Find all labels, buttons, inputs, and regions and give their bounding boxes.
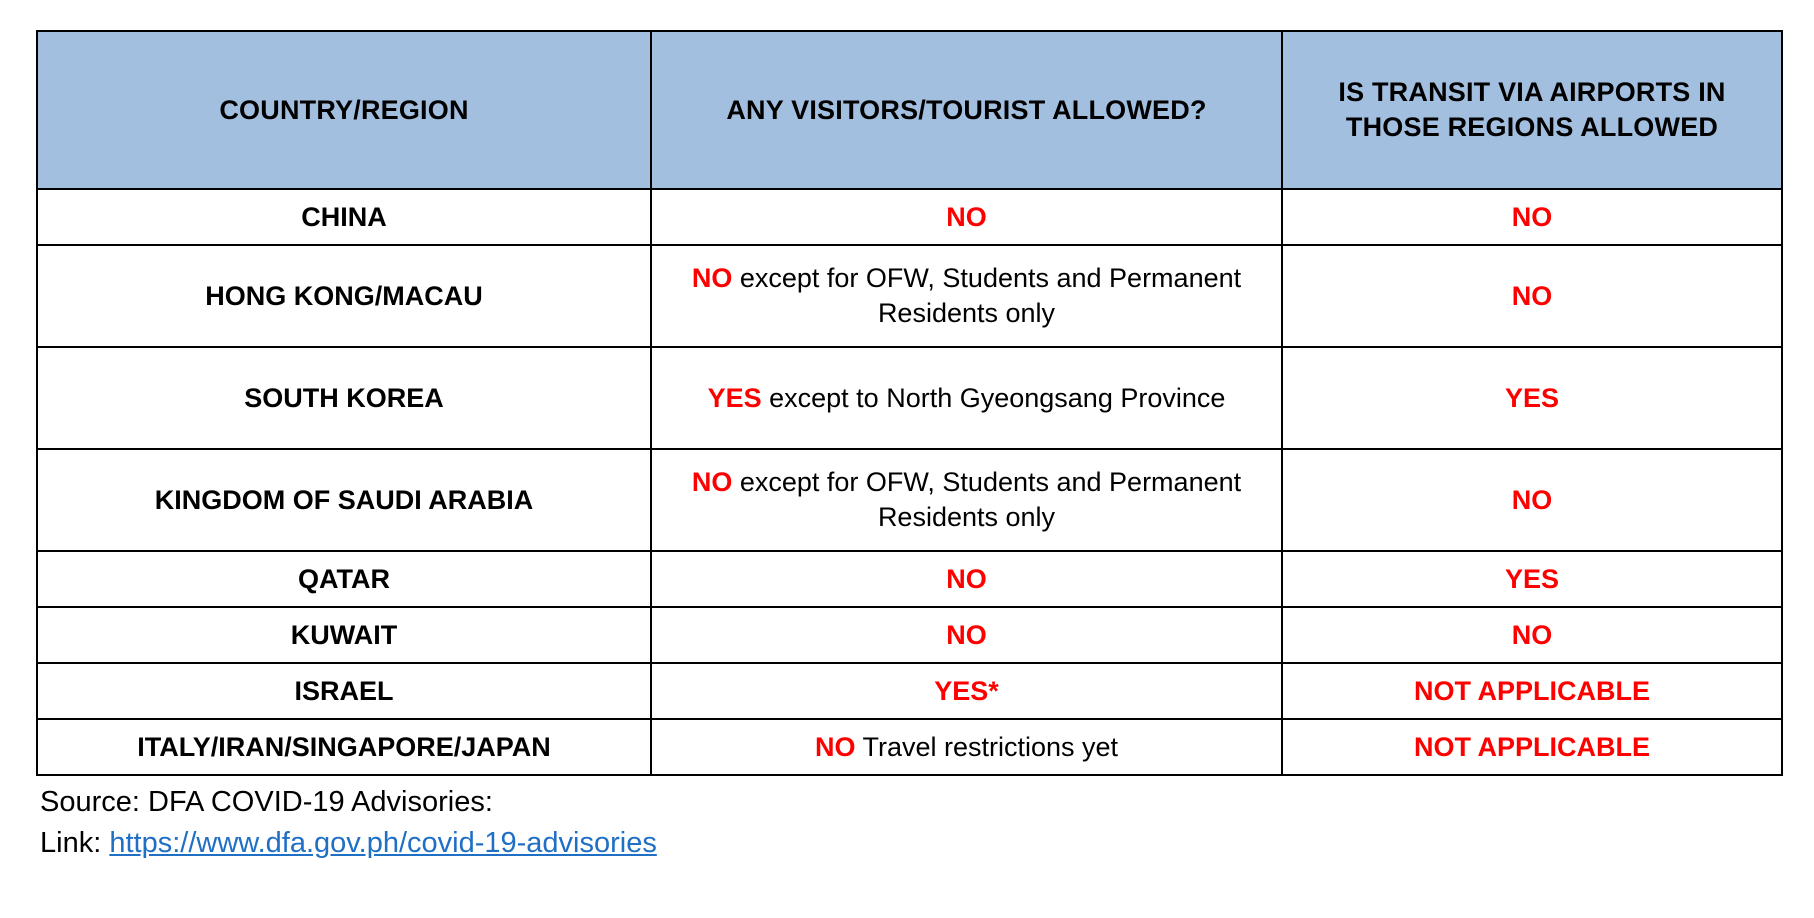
cell-country: ISRAEL — [37, 663, 651, 719]
cell-country: KINGDOM OF SAUDI ARABIA — [37, 449, 651, 551]
table-row — [37, 663, 1782, 719]
column-header-transit: IS TRANSIT VIA AIRPORTS IN THOSE REGIONS ALLOWED — [1282, 31, 1782, 189]
cell-country: ITALY/IRAN/SINGAPORE/JAPAN — [37, 719, 651, 775]
source-label: Source: DFA COVID-19 Advisories: — [40, 786, 493, 818]
cell-country: KUWAIT — [37, 607, 651, 663]
dfa-advisories-link[interactable]: https://www.dfa.gov.ph/covid-19-advisories — [109, 827, 657, 860]
table-header — [37, 31, 1782, 189]
table-row — [37, 719, 1782, 775]
visitors-status: NO — [691, 467, 733, 498]
cell-country: QATAR — [37, 551, 651, 607]
visitors-status: NO — [946, 619, 987, 650]
cell-country: CHINA — [37, 189, 651, 245]
cell-transit: YES — [1282, 551, 1782, 607]
link-label: Link: — [40, 827, 110, 860]
visitors-note: except to North Gyeongsang Province — [761, 382, 1226, 413]
cell-country: HONG KONG/MACAU — [37, 245, 651, 347]
visitors-status: NO — [691, 263, 733, 294]
cell-transit: NO — [1282, 449, 1782, 551]
cell-transit: NO — [1282, 607, 1782, 663]
link-line — [40, 823, 1778, 864]
visitors-status: NO — [814, 731, 856, 762]
table-row — [37, 189, 1782, 245]
visitors-note: except for OFW, Students and Permanent Residents only — [732, 263, 1242, 328]
cell-visitors — [651, 551, 1282, 607]
column-header-country: COUNTRY/REGION — [37, 31, 651, 189]
visitors-status: YES* — [934, 675, 999, 706]
cell-transit: NOT APPLICABLE — [1282, 719, 1782, 775]
cell-country: SOUTH KOREA — [37, 347, 651, 449]
cell-visitors — [651, 607, 1282, 663]
cell-transit: NOT APPLICABLE — [1282, 663, 1782, 719]
cell-visitors — [651, 347, 1282, 449]
cell-visitors — [651, 449, 1282, 551]
table-header-row — [37, 31, 1782, 189]
column-header-visitors: ANY VISITORS/TOURIST ALLOWED? — [651, 31, 1282, 189]
cell-transit: NO — [1282, 245, 1782, 347]
cell-transit: NO — [1282, 189, 1782, 245]
cell-visitors — [651, 189, 1282, 245]
visitors-note: Travel restrictions yet — [855, 731, 1119, 762]
cell-visitors — [651, 245, 1282, 347]
visitors-status: YES — [707, 382, 762, 413]
visitors-note: except for OFW, Students and Permanent Residents only — [732, 467, 1242, 532]
cell-visitors — [651, 719, 1282, 775]
table-row — [37, 245, 1782, 347]
table-row — [37, 347, 1782, 449]
travel-advisory-table — [36, 30, 1783, 776]
cell-transit: YES — [1282, 347, 1782, 449]
table-row — [37, 449, 1782, 551]
source-footer — [36, 782, 1778, 864]
visitors-status: NO — [946, 201, 987, 232]
table-row — [37, 551, 1782, 607]
cell-visitors — [651, 663, 1282, 719]
table-body — [37, 189, 1782, 775]
table-row — [37, 607, 1782, 663]
visitors-status: NO — [946, 563, 987, 594]
